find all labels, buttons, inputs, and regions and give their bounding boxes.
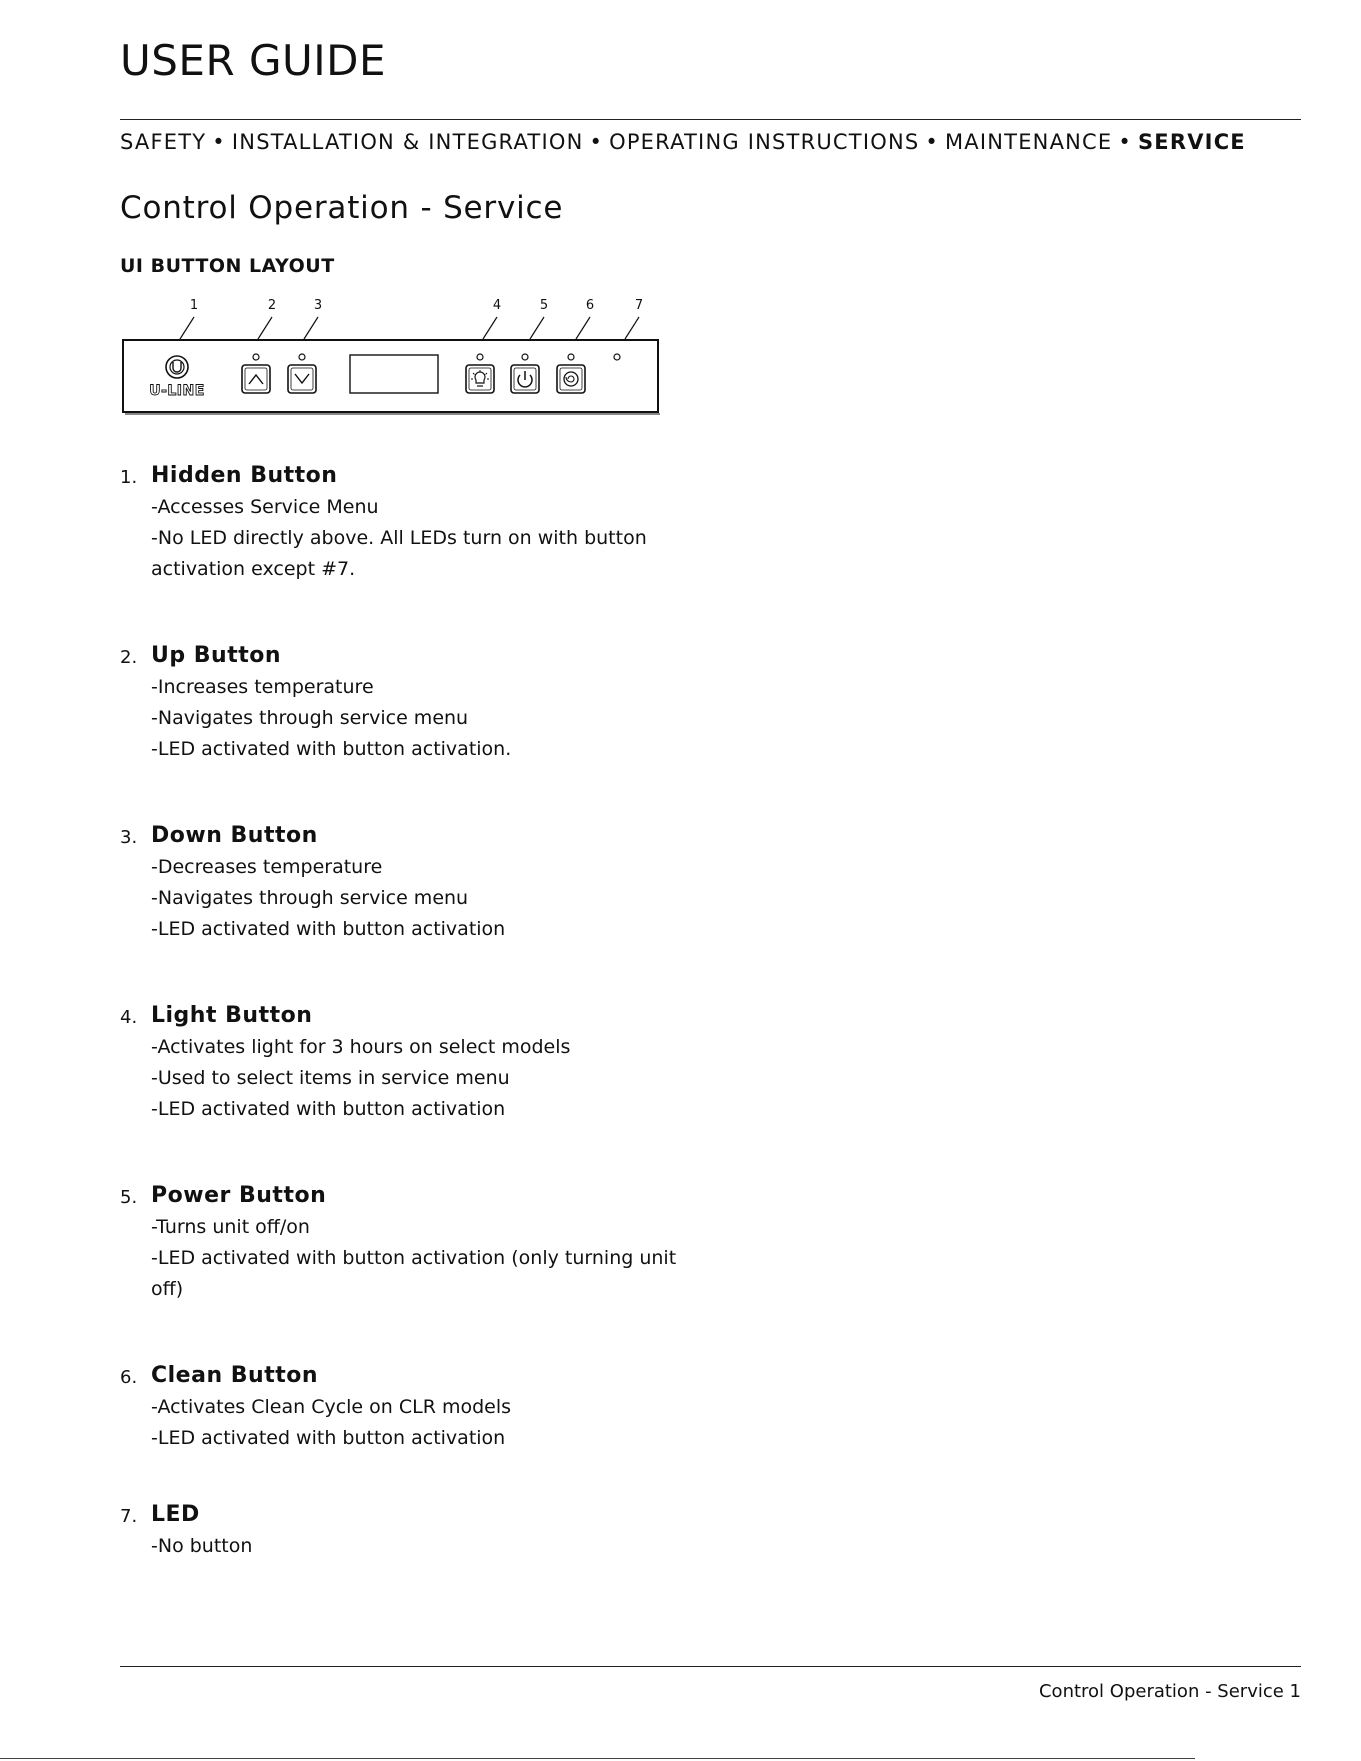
list-item-light-button xyxy=(120,1000,760,1125)
nav-item-maintenance[interactable]: MAINTENANCE xyxy=(944,130,1113,154)
callout-5: 5 xyxy=(539,298,549,313)
leader-line-5 xyxy=(530,317,544,339)
page-footer: Control Operation - Service 1 xyxy=(1038,1681,1301,1702)
leader-line-7 xyxy=(625,317,639,339)
callout-3: 3 xyxy=(313,298,323,313)
footer-divider xyxy=(120,1666,1301,1667)
item-title: Up Button xyxy=(151,643,282,668)
u-line-logo: U-LINE xyxy=(149,383,205,399)
list-item-down-button xyxy=(120,820,760,945)
item-number: 4. xyxy=(120,1007,138,1028)
item-title: Hidden Button xyxy=(151,463,338,488)
led-up xyxy=(253,354,259,360)
item-number: 5. xyxy=(120,1187,138,1208)
light-bulb-icon[interactable] xyxy=(466,365,494,393)
button-description-list xyxy=(120,460,760,1562)
item-line: -No LED directly above. All LEDs turn on with button xyxy=(151,527,647,549)
item-line: -LED activated with button activation (only turning unit xyxy=(151,1247,677,1269)
item-line: -Activates Clean Cycle on CLR models xyxy=(151,1396,512,1418)
callout-7: 7 xyxy=(634,298,644,313)
page-edge-line xyxy=(0,1758,1195,1759)
list-item-clean-button xyxy=(120,1360,760,1454)
item-line: -LED activated with button activation xyxy=(151,1098,506,1120)
item-line: -Used to select items in service menu xyxy=(151,1067,510,1089)
callout-6: 6 xyxy=(585,298,595,313)
nav-separator: • xyxy=(212,130,226,154)
nav-separator: • xyxy=(925,130,939,154)
item-title: Down Button xyxy=(151,823,318,848)
down-arrow-icon[interactable] xyxy=(288,365,316,393)
led-light xyxy=(477,354,483,360)
nav-item-operating-instructions[interactable]: OPERATING INSTRUCTIONS xyxy=(609,130,920,154)
display-window xyxy=(350,355,438,393)
power-icon[interactable] xyxy=(511,365,539,393)
item-line: -Activates light for 3 hours on select models xyxy=(151,1036,571,1058)
hidden-button-icon[interactable] xyxy=(166,356,188,378)
nav-separator: • xyxy=(1118,130,1132,154)
nav-item-service-active[interactable]: SERVICE xyxy=(1137,130,1246,154)
leader-line-2 xyxy=(258,317,272,339)
item-line: -LED activated with button activation xyxy=(151,918,506,940)
list-item-up-button xyxy=(120,640,760,765)
item-line: -Navigates through service menu xyxy=(151,887,469,909)
callout-1: 1 xyxy=(189,298,199,313)
led-power xyxy=(522,354,528,360)
item-line: -No button xyxy=(151,1535,253,1557)
sub-heading: UI BUTTON LAYOUT xyxy=(120,255,335,277)
leader-line-4 xyxy=(483,317,497,339)
nav-item-safety[interactable]: SAFETY xyxy=(120,130,207,154)
item-number: 7. xyxy=(120,1506,138,1527)
item-line: activation except #7. xyxy=(151,558,356,580)
list-item-led xyxy=(120,1499,760,1562)
led-clean xyxy=(568,354,574,360)
item-line: -Decreases temperature xyxy=(151,856,383,878)
item-number: 2. xyxy=(120,647,138,668)
control-panel-diagram xyxy=(120,295,680,420)
item-line: -Navigates through service menu xyxy=(151,707,469,729)
header-divider xyxy=(120,119,1301,120)
item-line: -LED activated with button activation xyxy=(151,1427,506,1449)
item-line: -Increases temperature xyxy=(151,676,374,698)
leader-line-1 xyxy=(180,317,194,339)
item-title: Power Button xyxy=(151,1183,327,1208)
item-title: LED xyxy=(151,1502,200,1527)
item-number: 6. xyxy=(120,1367,138,1388)
page-heading: Control Operation - Service xyxy=(120,190,564,226)
leader-line-3 xyxy=(304,317,318,339)
list-item-power-button xyxy=(120,1180,760,1305)
item-number: 3. xyxy=(120,827,138,848)
section-nav xyxy=(120,130,1301,154)
led-indicator xyxy=(614,354,620,360)
nav-separator: • xyxy=(589,130,604,154)
list-item-hidden-button xyxy=(120,460,760,585)
callout-4: 4 xyxy=(492,298,502,313)
item-title: Clean Button xyxy=(151,1363,319,1388)
leader-line-6 xyxy=(576,317,590,339)
clean-swirl-icon[interactable] xyxy=(557,365,585,393)
led-down xyxy=(299,354,305,360)
callout-2: 2 xyxy=(267,298,277,313)
item-line: off) xyxy=(151,1278,184,1300)
item-line: -Turns unit off/on xyxy=(151,1216,310,1238)
item-line: -Accesses Service Menu xyxy=(151,496,379,518)
item-line: -LED activated with button activation. xyxy=(151,738,512,760)
nav-item-installation[interactable]: INSTALLATION & INTEGRATION xyxy=(231,130,584,154)
item-number: 1. xyxy=(120,467,138,488)
document-title: USER GUIDE xyxy=(120,36,387,85)
up-arrow-icon[interactable] xyxy=(242,365,270,393)
item-title: Light Button xyxy=(151,1003,313,1028)
